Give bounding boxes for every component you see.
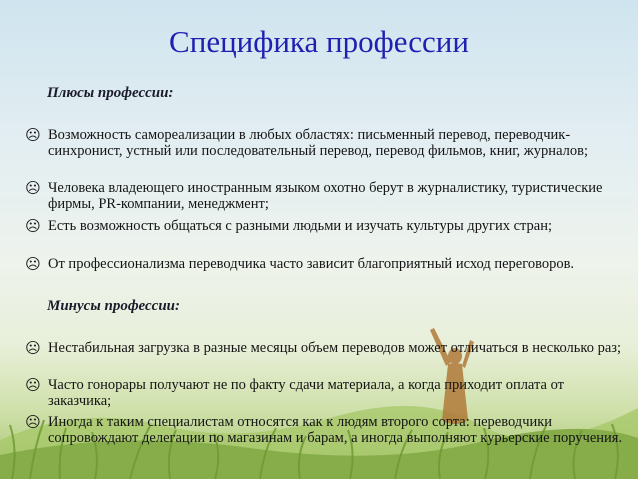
cons-list-item — [24, 414, 624, 446]
pros-list-item — [24, 218, 624, 234]
frown-face-icon: ☹ — [25, 126, 41, 144]
frown-face-icon: ☹ — [25, 217, 41, 235]
cons-list-item — [24, 340, 624, 356]
pros-item-text: От профессионализма переводчика часто зависит благоприятный исход переговоров. — [48, 256, 575, 272]
frown-face-icon: ☹ — [25, 376, 41, 394]
cons-item-text: Часто гонорары получают не по факту сдачи материала, а когда приходит оплата от заказчика; — [48, 377, 564, 409]
pros-list-item — [24, 180, 624, 212]
pros-item-text: Человека владеющего иностранным языком охотно берут в журналистику, туристические фирмы, PR-компании, менеджмент; — [48, 180, 603, 212]
frown-face-icon: ☹ — [25, 179, 41, 197]
slide-title: Специфика профессии — [169, 24, 469, 59]
cons-list-item — [24, 377, 624, 409]
frown-face-icon: ☹ — [25, 413, 41, 431]
pros-list-item — [24, 256, 624, 272]
cons-heading: Минусы профессии: — [47, 298, 181, 314]
pros-item-text: Возможность самореализации в любых областях: письменный перевод, переводчик-синхронист, устный или последовательный перевод, перевод фильмов, книг, журналов; — [48, 127, 588, 159]
frown-face-icon: ☹ — [25, 255, 41, 273]
pros-item-text: Есть возможность общаться с разными людьми и изучать культуры других стран; — [48, 218, 553, 234]
pros-heading: Плюсы профессии: — [47, 85, 174, 101]
cons-item-text: Нестабильная загрузка в разные месяцы объем переводов может отличаться в несколько раз; — [48, 340, 622, 356]
cons-item-text: Иногда к таким специалистам относятся как к людям второго сорта: переводчики сопровождают делегации по магазинам и барам, а иногда выполняют курьерские поручения. — [48, 414, 623, 446]
pros-list-item — [24, 127, 624, 159]
frown-face-icon: ☹ — [25, 339, 41, 357]
